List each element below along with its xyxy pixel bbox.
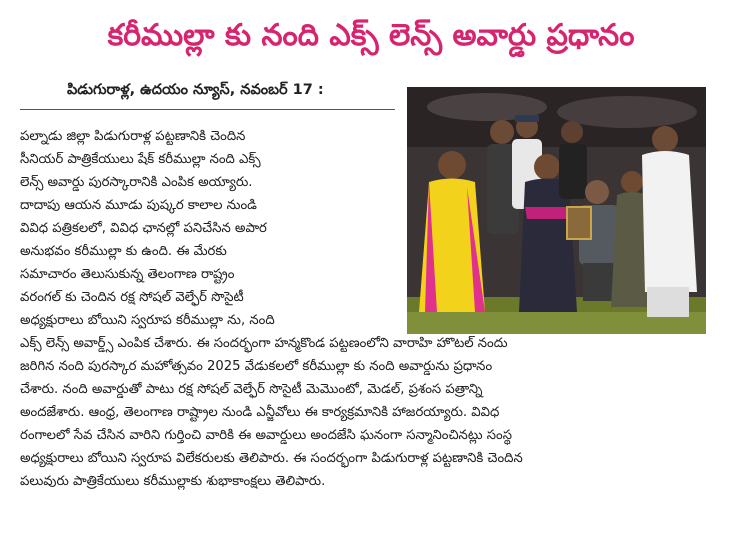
article-line-12: చేశారు. నంది అవార్డుతో పాటు రక్ష సోషల్ వెల్ఫేర్ సొసైటీ మెమొంటో, మెడల్, ప్రశంస పత్రాన్ని [20, 382, 483, 397]
article-line-5: వివిధ పత్రికలలో, వివిధ ఛానల్లో పనిచేసిన అపార [20, 221, 267, 236]
photo-illustration [407, 87, 706, 334]
dateline-divider [20, 109, 395, 110]
article-line-4: దాదాపు ఆయన మూడు పుష్కర కాలాల నుండి [20, 198, 257, 213]
article-line-7: సమాచారం తెలుసుకున్న తెలంగాణ రాష్ట్రం [20, 267, 235, 282]
award-ceremony-photo [407, 87, 706, 334]
article-line-11: జరిగిన నంది పురస్కార మహోత్సవం 2025 వేడుకలలో కరీముల్లా కు నంది అవార్డును ప్రధానం [20, 359, 493, 374]
article-line-1: పల్నాడు జిల్లా పిడుగురాళ్ల పట్టణానికి చెందిన [20, 129, 246, 144]
article-line-15: అధ్యక్షురాలు బోయిని స్వరూప విలేకరులకు తెలిపారు. ఈ సందర్భంగా పిడుగురాళ్ల పట్టణానికి చెందిన [20, 451, 523, 466]
article-line-9: అధ్యక్షురాలు బోయిని స్వరూప కరీముల్లా ను, నంది [20, 313, 275, 328]
article-line-8: వరంగల్ కు చెందిన రక్ష సోషల్ వెల్ఫేర్ సొసైటీ [20, 290, 244, 305]
article-headline: కరీముల్లా కు నంది ఎక్స్ లెన్స్ అవార్డు ప్రధానం [107, 18, 635, 53]
article-line-3: లెన్స్ అవార్డు పురస్కారానికి ఎంపిక అయ్యారు. [20, 175, 253, 190]
article-line-2: సీనియర్ పాత్రికేయులు షేక్ కరీముల్లా నంది ఎక్స్ [20, 152, 261, 167]
article-dateline: పిడుగురాళ్ల, ఉదయం న్యూస్, నవంబర్ 17 : [67, 82, 324, 98]
article-line-6: అనుభవం కరీముల్లా కు ఉంది. ఈ మేరకు [20, 244, 227, 259]
article-line-10: ఎక్స్ లెన్స్ అవార్డ్స్ ఎంపిక చేశారు. ఈ సందర్భంగా హన్మకొండ పట్టణంలోని వారాహి హొటల్ నందు [20, 336, 508, 351]
article-line-13: అందజేశారు. ఆంధ్ర, తెలంగాణ రాష్ట్రాల నుండి ఎన్జీవోలు ఈ కార్యక్రమానికి హాజరయ్యారు. వివిధ [20, 405, 500, 420]
article-line-14: రంగాలలో సేవ చేసిన వారిని గుర్తించి వారికి ఈ అవార్డులు అందజేసి ఘనంగా సన్మానించినట్లు సంస్థ [20, 428, 512, 443]
article-line-16: పలువురు పాత్రికేయులు కరీముల్లాకు శుభాకాంక్షలు తెలిపారు. [20, 474, 326, 489]
